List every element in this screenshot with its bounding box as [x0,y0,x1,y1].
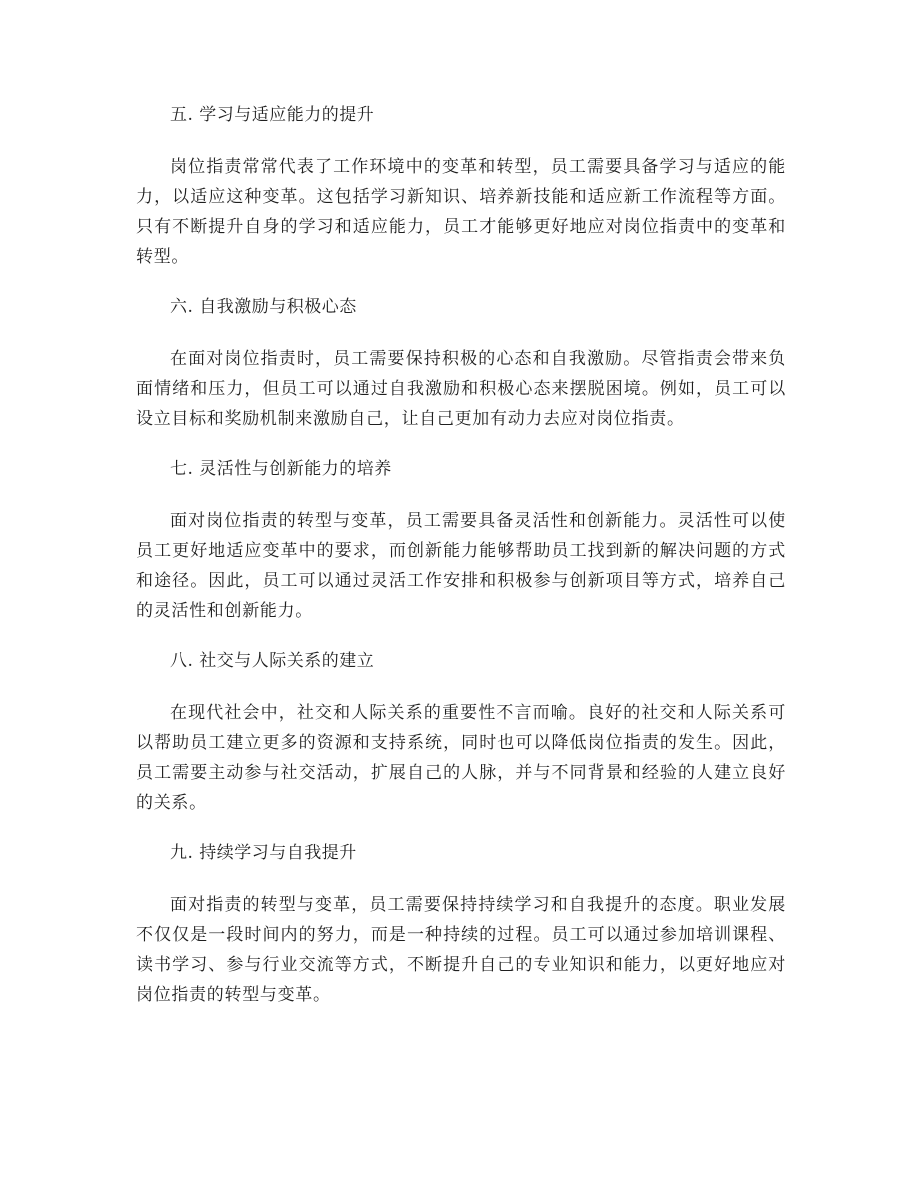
section-heading-6: 六. 自我激励与积极心态 [170,297,357,317]
section-paragraph-7: 面对岗位指责的转型与变革，员工需要具备灵活性和创新能力。灵活性可以使员工更好地适应变革中的要求，而创新能力能够帮助员工找到新的解决问题的方式和途径。因此，员工可以通过灵活工作安排和积极参与创新项目等方式，培养自己的灵活性和创新能力。 [136,511,786,621]
section-heading-9: 九. 持续学习与自我提升 [170,843,357,863]
section-heading-7: 七. 灵活性与创新能力的培养 [170,459,392,479]
document-page [136,100,786,1010]
section-paragraph-8: 在现代社会中，社交和人际关系的重要性不言而喻。良好的社交和人际关系可以帮助员工建立更多的资源和支持系统，同时也可以降低岗位指责的发生。因此，员工需要主动参与社交活动，扩展自己的人脉，并与不同背景和经验的人建立良好的关系。 [136,703,786,813]
section-heading-5: 五. 学习与适应能力的提升 [170,105,375,125]
section-paragraph-6: 在面对岗位指责时，员工需要保持积极的心态和自我激励。尽管指责会带来负面情绪和压力，但员工可以通过自我激励和积极心态来摆脱困境。例如，员工可以设立目标和奖励机制来激励自己，让自己更加有动力去应对岗位指责。 [136,349,786,429]
section-heading-8: 八. 社交与人际关系的建立 [170,651,375,671]
section-paragraph-5: 岗位指责常常代表了工作环境中的变革和转型，员工需要具备学习与适应的能力，以适应这种变革。这包括学习新知识、培养新技能和适应新工作流程等方面。只有不断提升自身的学习和适应能力，员工才能够更好地应对岗位指责中的变革和转型。 [136,157,786,267]
section-paragraph-9: 面对指责的转型与变革，员工需要保持持续学习和自我提升的态度。职业发展不仅仅是一段时间内的努力，而是一种持续的过程。员工可以通过参加培训课程、读书学习、参与行业交流等方式，不断提升自己的专业知识和能力，以更好地应对岗位指责的转型与变革。 [136,895,786,1005]
